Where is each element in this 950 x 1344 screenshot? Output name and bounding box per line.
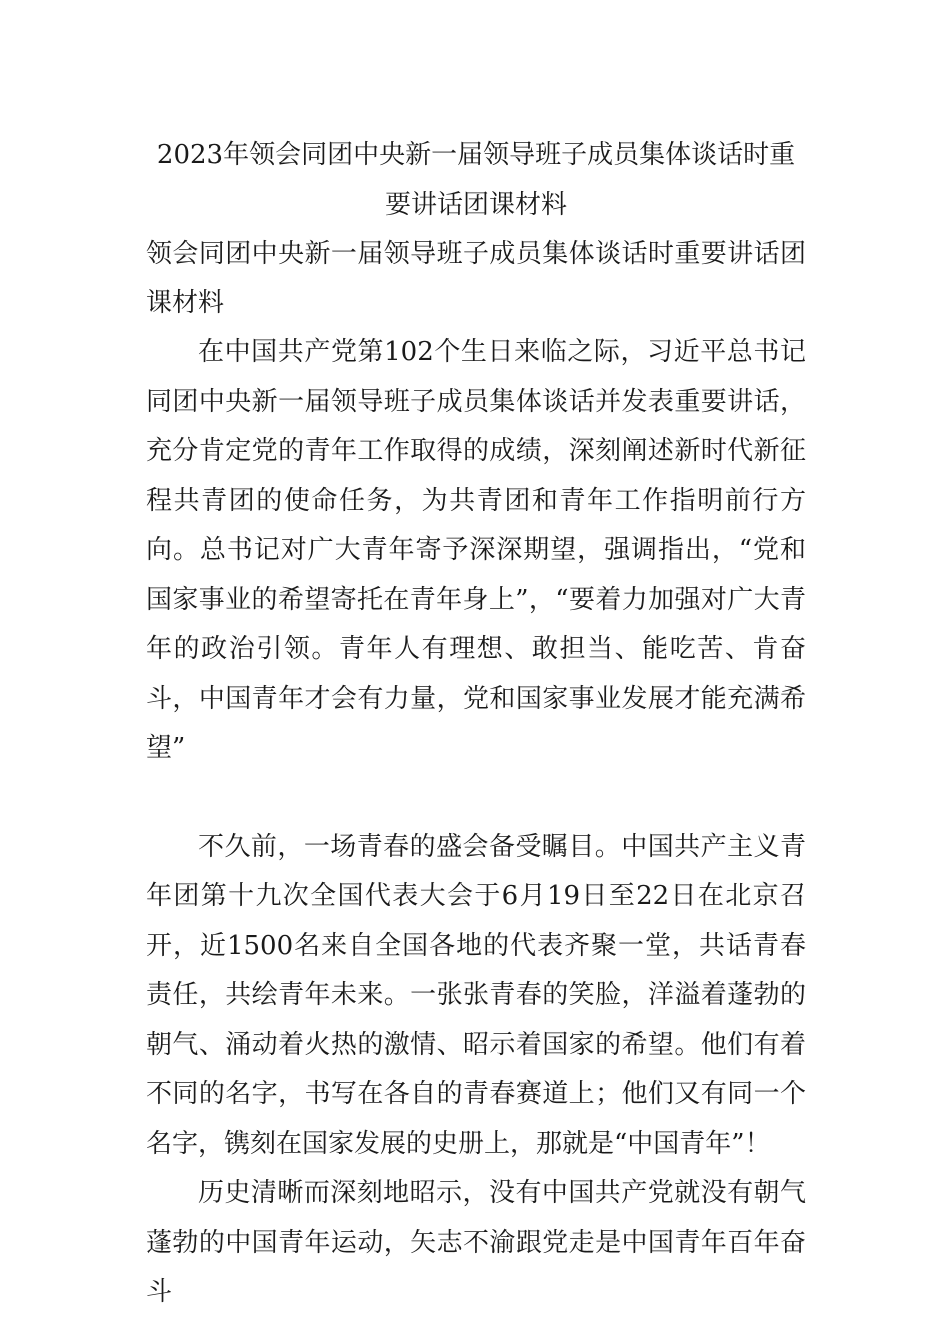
document-title: 2023年领会同团中央新一届领导班子成员集体谈话时重要讲话团课材料 <box>156 140 796 220</box>
document-page <box>146 130 806 1318</box>
paragraph-1: 在中国共产党第102个生日来临之际，习近平总书记同团中央新一届领导班子成员集体谈话并发表重要讲话，充分肯定党的青年工作取得的成绩，深刻阐述新时代新征程共青团的使命任务，为共青团和青年工作指明前行方向。总书记对广大青年寄予深深期望，强调指出，“党和国家事业的希望寄托在青年身上”，“要着力加强对广大青年的政治引领。青年人有理想、敢担当、能吃苦、肯奋斗，中国青年才会有力量，党和国家事业发展才能充满希望” <box>146 337 806 763</box>
document-subtitle: 领会同团中央新一届领导班子成员集体谈话时重要讲话团课材料 <box>146 239 806 318</box>
paragraph-3: 历史清晰而深刻地昭示，没有中国共产党就没有朝气蓬勃的中国青年运动，矢志不渝跟党走是中国青年百年奋斗 <box>146 1178 806 1307</box>
paragraph-2: 不久前，一场青春的盛会备受瞩目。中国共产主义青年团第十九次全国代表大会于6月19日至22日在北京召开，近1500名来自全国各地的代表齐聚一堂，共话青春责任，共绘青年未来。一张张青春的笑脸，洋溢着蓬勃的朝气、涌动着火热的激情、昭示着国家的希望。他们有着不同的名字，书写在各自的青春赛道上；他们又有同一个名字，镌刻在国家发展的史册上，那就是“中国青年”！ <box>146 831 806 1159</box>
paragraph-spacer <box>146 774 806 823</box>
